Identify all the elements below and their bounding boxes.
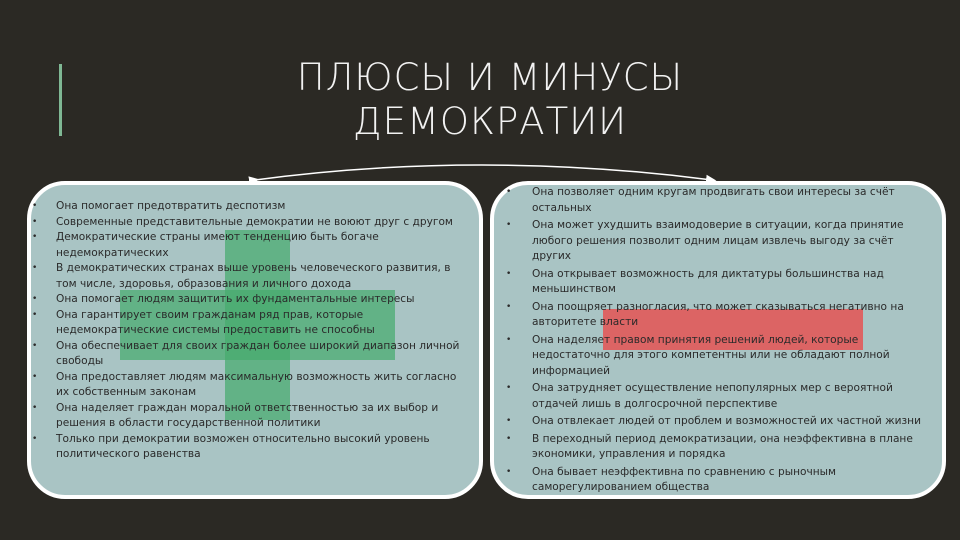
list-item: • Она наделяет граждан моральной ответственностью за их выбор и решения в области государственной политики xyxy=(56,401,466,432)
list-item: • Она может ухудшить взаимодоверие в ситуации, когда принятие любого решения позволит одним лицам извлечь выгоду за счёт других xyxy=(532,218,934,265)
list-item: • Она затрудняет осуществление непопулярных мер с вероятной отдачей лишь в долгосрочной перспективе xyxy=(532,381,934,412)
list-item: • Только при демократии возможен относительно высокий уровень политического равенства xyxy=(56,432,466,463)
list-item: • Она помогает предотвратить деспотизм xyxy=(56,199,466,215)
list-item: • Она открывает возможность для диктатуры большинства над меньшинством xyxy=(532,267,934,298)
list-item: • Она бывает неэффективна по сравнению с рыночным саморегулированием общества xyxy=(532,465,934,496)
list-item: • В переходный период демократизации, она неэффективна в плане экономики, управления и порядка xyxy=(532,432,934,463)
title-line: ДЕМОКРАТИИ xyxy=(352,100,628,143)
list-item: • Она предоставляет людям максимальную возможность жить согласно их собственным законам xyxy=(56,370,466,401)
list-item: • Она наделяет правом принятия решений людей, которые недостаточно для этого компетентны или не обладают полной информацией xyxy=(532,333,934,380)
pros-list xyxy=(56,199,466,463)
list-item: • Она помогает людям защитить их фундаментальные интересы xyxy=(56,292,466,308)
list-item: • Она гарантирует своим гражданам ряд прав, которые недемократические системы предоставить не способны xyxy=(56,308,466,339)
list-item: • Демократические страны имеют тенденцию быть богаче недемократических xyxy=(56,230,466,261)
list-item: • Она отвлекает людей от проблем и возможностей их частной жизни xyxy=(532,414,934,430)
title-line: ПЛЮСЫ И МИНУСЫ xyxy=(296,56,684,99)
list-item: • Она поощряет разногласия, что может сказываться негативно на авторитете власти xyxy=(532,300,934,331)
list-item: • В демократических странах выше уровень человеческого развития, в том числе, здоровья, образования и личного дохода xyxy=(56,261,466,292)
list-item: • Современные представительные демократии не воюют друг с другом xyxy=(56,215,466,231)
cons-list xyxy=(532,185,934,498)
list-item: • Она позволяет одним кругам продвигать свои интересы за счёт остальных xyxy=(532,185,934,216)
list-item: • Она обеспечивает для своих граждан более широкий диапазон личной свободы xyxy=(56,339,466,370)
